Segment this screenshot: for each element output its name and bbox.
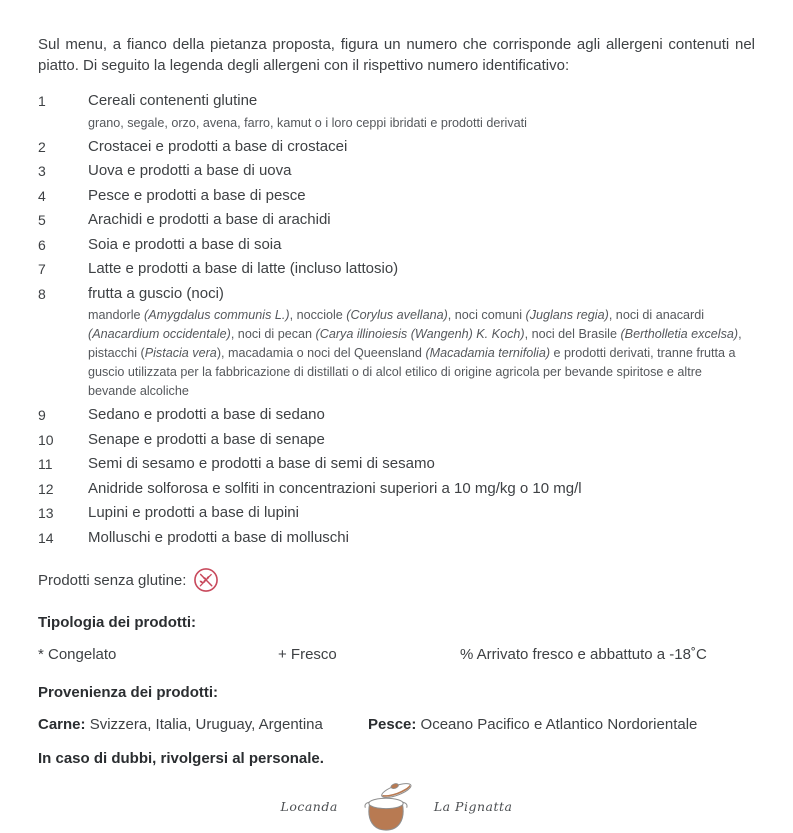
allergen-row (38, 159, 755, 184)
allergen-content (88, 233, 753, 258)
allergen-content (88, 159, 753, 184)
allergen-detail: grano, segale, orzo, avena, farro, kamut o i loro ceppi ibridati e prodotti derivati (88, 115, 527, 130)
allergen-label: Lupini e prodotti a base di lupini (88, 504, 299, 521)
gluten-free-crossed-wheat-icon (193, 567, 219, 593)
allergen-label: frutta a guscio (noci) (88, 284, 224, 302)
allergen-content (88, 477, 753, 502)
provenienza-carne (38, 716, 368, 733)
allergen-content (88, 501, 753, 526)
allergen-list (38, 89, 755, 550)
allergen-content (88, 135, 753, 160)
gluten-free-row (38, 567, 755, 593)
allergen-number: 8 (38, 285, 46, 302)
allergen-content (88, 526, 753, 551)
carne-value: Svizzera, Italia, Uruguay, Argentina (89, 716, 323, 733)
gluten-free-label: Prodotti senza glutine: (38, 571, 187, 589)
provenienza-pesce (368, 716, 755, 733)
allergen-content (88, 257, 753, 282)
allergen-row (38, 477, 755, 502)
tipologia-heading: Tipologia dei prodotti: (38, 614, 197, 631)
allergen-number: 1 (38, 93, 46, 109)
allergen-label: Pesce e prodotti a base di pesce (88, 186, 306, 204)
allergen-label: Crostacei e prodotti a base di crostacei (88, 137, 348, 155)
tipologia-row (38, 646, 755, 663)
carne-label: Carne: (38, 716, 86, 733)
allergen-row (38, 184, 755, 209)
provenienza-row (38, 716, 755, 733)
allergen-label: Senape e prodotti a base di senape (88, 430, 325, 448)
allergen-detail: mandorle (Amygdalus communis L.), nocciole (Corylus avellana), noci comuni (Juglans regia), noci di anacardi (Anacardium occidentale), noci di pecan (Carya illinoiesis (Wangenh) K. Koch), noci del Brasile (Bertholletia excelsa), pistacchi (Pistacia vera), macadamia o noci del Queensland (Macadamia ternifolia) e prodotti derivati, tranne frutta a guscio utilizzata per la fabbricazione di distillati o di alcol etilico di origine agricola per bevande spiritose e altre bevande alcoliche (88, 308, 742, 398)
tipologia-abbattuto: % Arrivato fresco e abbattuto a -18˚C (460, 646, 707, 663)
logo-left-text: Locanda (280, 798, 338, 814)
allergen-label: Soia e prodotti a base di soia (88, 235, 282, 253)
allergen-content (88, 282, 753, 404)
allergen-row (38, 526, 755, 551)
tipologia-congelato: * Congelato (38, 646, 117, 663)
allergen-content (88, 403, 753, 428)
allergen-row (38, 403, 755, 428)
provenienza-heading: Provenienza dei prodotti: (38, 684, 219, 701)
allergen-number: 6 (38, 236, 46, 253)
pesce-value: Oceano Pacifico e Atlantico Nordorientale (420, 716, 698, 733)
allergen-content (88, 428, 753, 453)
allergen-content (88, 208, 753, 233)
allergen-label: Cereali contenenti glutine (88, 92, 258, 109)
allergen-number: 12 (38, 480, 54, 497)
allergen-number: 4 (38, 187, 46, 204)
allergen-label: Uova e prodotti a base di uova (88, 162, 292, 179)
allergen-number: 14 (38, 529, 54, 546)
allergen-row (38, 282, 755, 404)
allergen-row (38, 233, 755, 258)
allergen-number: 2 (38, 138, 46, 155)
allergen-label: Anidride solforosa e solfiti in concentrazioni superiori a 10 mg/kg o 10 mg/l (88, 479, 582, 497)
allergen-row (38, 452, 755, 477)
allergen-content (88, 452, 753, 477)
allergen-row (38, 428, 755, 453)
allergen-row (38, 135, 755, 160)
restaurant-logo (38, 779, 755, 833)
allergen-number: 5 (38, 212, 46, 228)
tipologia-fresco: + Fresco (278, 646, 337, 663)
allergen-label: Arachidi e prodotti a base di arachidi (88, 211, 331, 228)
allergen-row (38, 89, 755, 135)
allergen-label: Molluschi e prodotti a base di molluschi (88, 528, 349, 546)
intro-paragraph: Sul menu, a fianco della pietanza proposta, figura un numero che corrisponde agli allergeni contenuti nel piatto. Di seguito la legenda degli allergeni con il rispettivo numero identificativo: (38, 36, 755, 74)
allergen-number: 13 (38, 505, 54, 521)
allergen-row (38, 257, 755, 282)
allergen-number: 3 (38, 163, 46, 179)
allergen-label: Sedano e prodotti a base di sedano (88, 406, 325, 423)
cooking-pot-icon (343, 779, 429, 833)
allergen-number: 9 (38, 407, 46, 423)
footer-note: In caso di dubbi, rivolgersi al personale. (38, 750, 324, 767)
allergen-content (88, 89, 753, 135)
allergen-row (38, 501, 755, 526)
pesce-label: Pesce: (368, 716, 417, 733)
allergen-number: 11 (38, 456, 53, 472)
logo-right-text: La Pignatta (433, 798, 513, 814)
allergen-label: Semi di sesamo e prodotti a base di semi di sesamo (88, 455, 435, 472)
allergen-content (88, 184, 753, 209)
allergen-label: Latte e prodotti a base di latte (incluso lattosio) (88, 260, 399, 277)
allergen-row (38, 208, 755, 233)
allergen-number: 10 (38, 431, 54, 448)
allergen-number: 7 (38, 261, 46, 277)
